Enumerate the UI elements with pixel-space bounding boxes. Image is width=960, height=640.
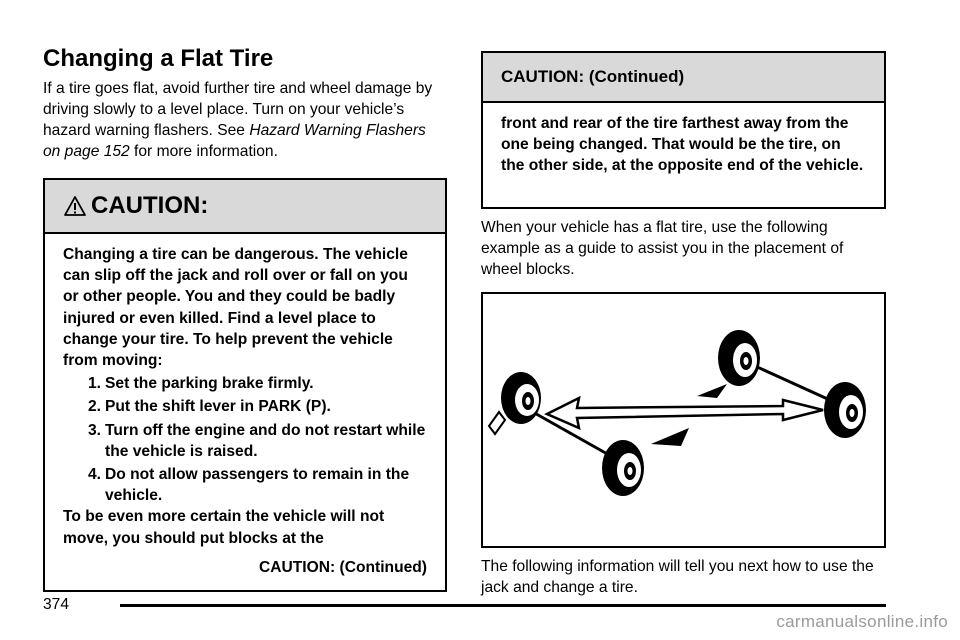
caution-steps <box>63 373 427 506</box>
step-text: Turn off the engine and do not restart while the vehicle is raised. <box>105 421 426 460</box>
page-title: Changing a Flat Tire <box>43 45 274 72</box>
caution-box <box>43 178 447 592</box>
step-number: 1. <box>87 375 101 393</box>
step-number: 2. <box>87 398 101 416</box>
intro-text-end: for more information. <box>129 143 278 160</box>
hazard-flashers-link[interactable]: Hazard Warning Flashers on page 152 <box>43 122 426 160</box>
page-number: 374 <box>43 596 70 613</box>
tire-rear-left <box>718 330 760 386</box>
intro-text: If a tire goes flat, avoid further tire and wheel damage by driving slowly to a level place. Turn on your vehicle’s hazard warning flashers. See <box>43 80 433 139</box>
step-number: 3. <box>87 421 101 439</box>
caution-continued-label: CAUTION: (Continued) <box>258 558 427 576</box>
caution-step <box>63 396 427 417</box>
jack-info-paragraph: The following information will tell you next how to use the jack and change a tire. <box>481 558 874 596</box>
left-column <box>43 44 447 592</box>
step-text: Set the parking brake firmly. <box>105 375 314 393</box>
caution-heading: CAUTION: <box>91 192 209 219</box>
wheel-blocks-paragraph: When your vehicle has a flat tire, use the following example as a guide to assist you in the placement of wheel blocks. <box>481 219 844 278</box>
wheel-block-illustration <box>483 294 884 546</box>
footer-rule <box>120 604 886 607</box>
intro-paragraph <box>43 78 447 162</box>
caution-continued-header <box>483 53 884 103</box>
caution-continued-body <box>483 103 884 177</box>
wheel-block-wedge <box>697 384 727 398</box>
caution-step <box>63 373 427 394</box>
right-column <box>481 51 886 598</box>
warning-triangle-icon <box>63 195 87 217</box>
caution-body <box>45 234 445 578</box>
caution-intro: Changing a tire can be dangerous. The vehicle can slip off the jack and roll over or fall on you or other people. You and they could be badly injured or even killed. Find a level place to change your tire. To help prevent the vehicle from moving: <box>63 246 408 370</box>
step-number: 4. <box>87 466 101 484</box>
tire-front-left <box>501 372 541 424</box>
step-text: Put the shift lever in PARK (P). <box>105 398 331 416</box>
caution-continued-text: front and rear of the tire farthest away from the one being changed. That would be the tire, on the other side, at the opposite end of the vehicle. <box>501 115 864 175</box>
wheel-block-icon <box>489 412 505 434</box>
tire-front-right <box>602 440 644 496</box>
caution-step <box>63 420 427 462</box>
caution-step <box>63 464 427 506</box>
watermark: carmanualsonline.info <box>776 612 948 631</box>
wheel-block-wedge <box>651 428 689 446</box>
step-text: Do not allow passengers to remain in the vehicle. <box>105 466 410 505</box>
tire-rear-right <box>824 382 866 438</box>
caution-continued-heading: CAUTION: (Continued) <box>501 67 685 86</box>
diagonal-arrow <box>547 398 823 428</box>
caution-outro: To be even more certain the vehicle will not move, you should put blocks at the <box>63 508 385 547</box>
caution-continued-box <box>481 51 886 209</box>
caution-header <box>45 180 445 234</box>
wheel-block-diagram <box>481 292 886 548</box>
